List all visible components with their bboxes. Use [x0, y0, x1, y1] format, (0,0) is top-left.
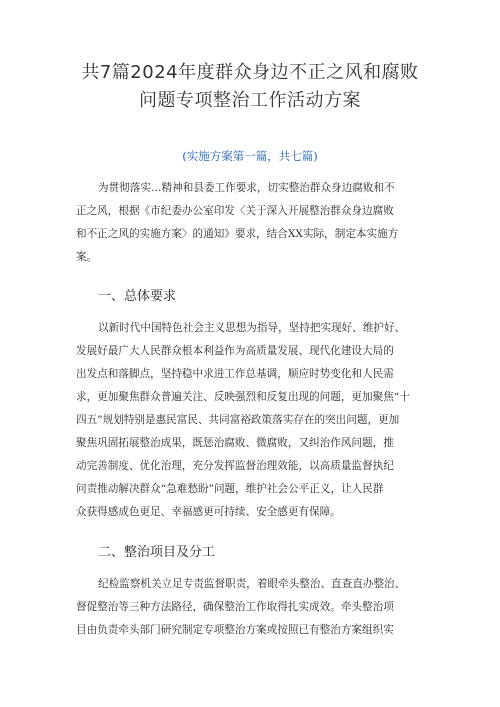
- paragraph-line: 督促整治等三种方法路径，确保整治工作取得扎实成效。牵头整治项: [76, 601, 394, 613]
- paragraph-line: 动完善制度、优化治理，充分发挥监督治理效能，以高质量监督执纪: [76, 460, 394, 472]
- paragraph-line: 正之风，根据《市纪委办公室印发〈关于深入开展整治群众身边腐败: [76, 205, 394, 217]
- section-heading-2: 二、整治项目及分工: [98, 545, 216, 560]
- paragraph-line: 和不正之风的实施方案〉的通知》要求，结合XX实际，制定本实施方: [76, 228, 399, 240]
- doc-subtitle: (实施方案第一篇，共七篇): [182, 149, 318, 163]
- paragraph-line: 聚焦巩固拓展整治成果，既惩治腐败、微腐败，又纠治作风问题，推: [76, 437, 394, 449]
- paragraph-line: 求，更加聚焦群众普遍关注、反映强烈和反复出现的问题，更加聚焦“十: [76, 391, 410, 403]
- paragraph-line: 发展好最广大人民群众根本利益作为高质量发展、现代化建设大局的: [76, 345, 394, 357]
- paragraph-line: 为贯彻落实…精神和县委工作要求，切实整治群众身边腐败和不: [98, 182, 395, 194]
- doc-title-line-2: 问题专项整治工作活动方案: [139, 90, 361, 111]
- paragraph-line: 出发点和落脚点，坚持稳中求进工作总基调，顺应时势变化和人民需: [76, 368, 394, 380]
- paragraph-line: 目由负责牵头部门研究制定专项整治方案或按照已有整治方案组织实: [76, 624, 394, 636]
- paragraph-line: 纪检监察机关立足专责监督职责，着眼牵头整治、直查直办整治、: [98, 578, 406, 590]
- paragraph-line: 众获得感成色更足、幸福感更可持续、安全感更有保障。: [76, 506, 341, 518]
- section-heading-1: 一、总体要求: [98, 289, 177, 304]
- paragraph-line: 问责推动解决群众“急难愁盼”问题，维护社会公平正义，让人民群: [76, 483, 384, 495]
- doc-title-line-1: 共7篇2024年度群众身边不正之风和腐败: [81, 62, 419, 83]
- paragraph-line: 四五”规划特别是惠民富民、共同富裕政策落实存在的突出问题，更加: [76, 414, 400, 426]
- paragraph-line: 以新时代中国特色社会主义思想为指导，坚持把实现好、维护好、: [98, 322, 406, 334]
- paragraph-line: 案。: [76, 251, 98, 263]
